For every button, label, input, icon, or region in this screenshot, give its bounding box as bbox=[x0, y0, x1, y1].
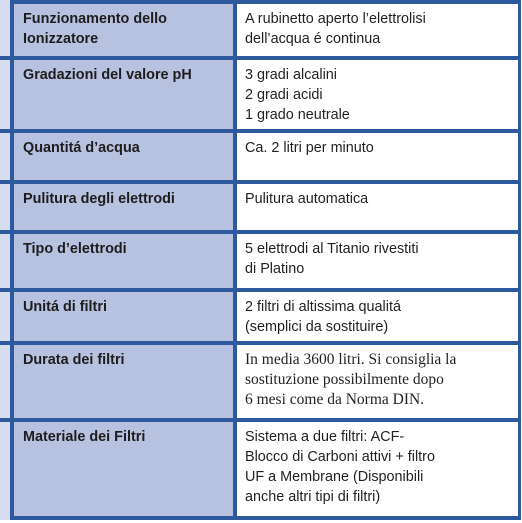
row-value-line: 6 mesi come da Norma DIN. bbox=[245, 391, 425, 408]
row-value-line: sostituzione possibilmente dopo bbox=[245, 371, 444, 388]
row-value-line: 2 filtri di altissima qualitá bbox=[245, 299, 401, 315]
row-value-line: Blocco di Carboni attivi + filtro bbox=[245, 449, 435, 465]
table-row bbox=[0, 234, 521, 288]
row-value-line: 3 gradi alcalini bbox=[245, 67, 337, 83]
row-label-line: Quantitá d’acqua bbox=[23, 140, 140, 156]
row-label-line: Unitá di filtri bbox=[23, 299, 107, 315]
row-value bbox=[237, 60, 518, 129]
row-value-line: 5 elettrodi al Titanio rivestiti bbox=[245, 241, 419, 257]
row-label bbox=[14, 133, 233, 180]
row-label-line: Tipo d’elettrodi bbox=[23, 241, 127, 257]
row-value bbox=[237, 422, 518, 516]
table-row bbox=[0, 345, 521, 418]
row-value bbox=[237, 184, 518, 230]
row-value bbox=[237, 234, 518, 288]
table-row bbox=[0, 4, 521, 56]
row-value-line: 2 gradi acidi bbox=[245, 87, 323, 103]
table-row bbox=[0, 184, 521, 230]
row-value-line: (semplici da sostituire) bbox=[245, 319, 389, 335]
row-label bbox=[14, 4, 233, 56]
row-value-line: anche altri tipi di filtri) bbox=[245, 489, 381, 505]
row-value-line: di Platino bbox=[245, 261, 305, 277]
row-value bbox=[237, 292, 518, 341]
row-label-line: Materiale dei Filtri bbox=[23, 429, 146, 445]
row-value-line: In media 3600 litri. Si consiglia la bbox=[245, 351, 457, 368]
row-value bbox=[237, 345, 518, 418]
row-value-line: UF a Membrane (Disponibili bbox=[245, 469, 424, 485]
row-value-line: Ca. 2 litri per minuto bbox=[245, 140, 374, 156]
table-row bbox=[0, 422, 521, 516]
row-label bbox=[14, 184, 233, 230]
table-row bbox=[0, 60, 521, 129]
row-value bbox=[237, 133, 518, 180]
row-value-line: 1 grado neutrale bbox=[245, 107, 350, 123]
row-label-line: Durata dei filtri bbox=[23, 352, 125, 368]
row-value bbox=[237, 4, 518, 56]
row-value-line: Sistema a due filtri: ACF- bbox=[245, 429, 405, 445]
row-label-line: Funzionamento dello bbox=[23, 11, 167, 27]
row-value-line: Pulitura automatica bbox=[245, 191, 369, 207]
row-label bbox=[14, 60, 233, 129]
row-label-line: Pulitura degli elettrodi bbox=[23, 191, 175, 207]
row-label bbox=[14, 345, 233, 418]
row-value-line: A rubinetto aperto l’elettrolisi bbox=[245, 11, 426, 27]
row-label bbox=[14, 422, 233, 516]
table-row bbox=[0, 292, 521, 341]
row-label-line: Ionizzatore bbox=[23, 31, 99, 47]
row-label bbox=[14, 292, 233, 341]
row-label bbox=[14, 234, 233, 288]
row-label-line: Gradazioni del valore pH bbox=[23, 67, 192, 83]
table-row bbox=[0, 133, 521, 180]
row-value-line: dell’acqua é continua bbox=[245, 31, 381, 47]
